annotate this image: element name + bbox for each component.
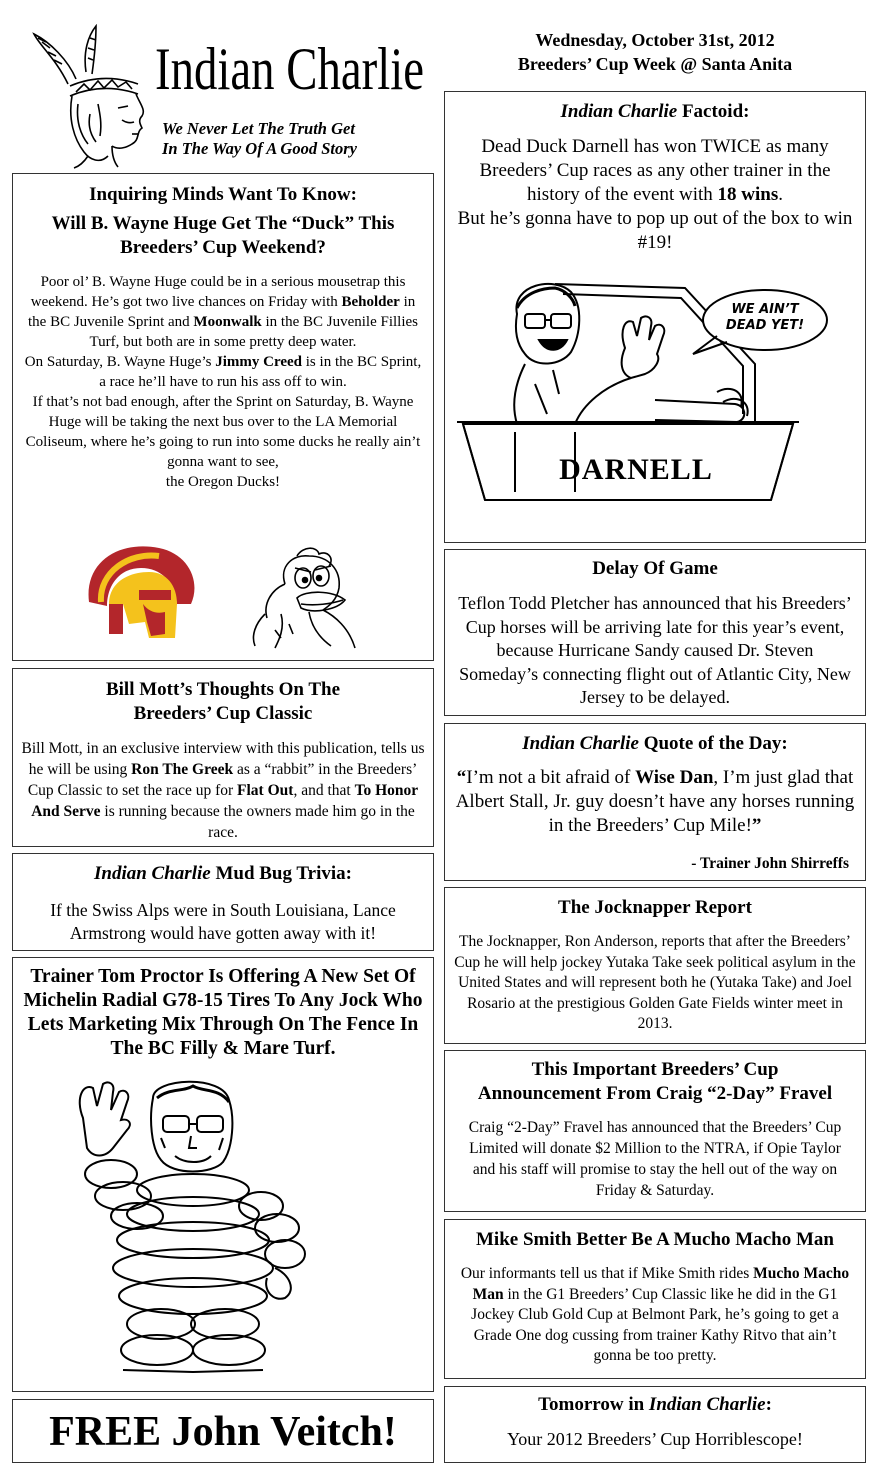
horse-name: Ron The Greek (131, 761, 234, 778)
tomorrow-body: Your 2012 Breeders’ Cup Horriblescope! (507, 1429, 803, 1449)
brand-name: Indian Charlie (94, 863, 211, 884)
horse-name: Moonwalk (193, 314, 262, 330)
horse-name: Wise Dan (635, 767, 714, 788)
mott-heading-line-1: Bill Mott’s Thoughts On The (105, 679, 341, 700)
brand-name: Indian Charlie (522, 733, 639, 754)
coffin-label: DARNELL (559, 453, 713, 486)
mud-bug-trivia-article (12, 853, 434, 951)
inquiring-body (23, 272, 423, 492)
proctor-heading: Trainer Tom Proctor Is Offering A New Set Of Michelin Radial G78-15 Tires To Any Jock Who Lets Marketing Mix Through On The Fence In The BC Filly & Mare Turf. (23, 966, 423, 1059)
horse-name: Flat Out (237, 782, 294, 799)
quote-heading: Indian Charlie Quote of the Day: (522, 733, 788, 754)
cartoon-speech-bubble: WE AIN’T DEAD YET! (725, 302, 805, 333)
mott-body: Bill Mott, in an exclusive interview with this publication, tells us he will be using Ron The Greek as a “rabbit” in the Breeders’ Cup Classic to set the race up for Flat Out, and that To Honor And Serve is running because the owners made him go in the race. (21, 740, 425, 841)
tomorrow-article (444, 1386, 866, 1463)
mudbug-body: If the Swiss Alps were in South Louisiana, Lance Armstrong would have gotten away with it! (50, 900, 396, 943)
smith-heading: Mike Smith Better Be A Mucho Macho Man (476, 1229, 834, 1250)
masthead-motto (162, 119, 442, 159)
inquiring-minds-article (12, 173, 434, 661)
motto-line-2: In The Way Of A Good Story (162, 139, 357, 158)
inquiring-kicker: Inquiring Minds Want To Know: (89, 184, 357, 205)
trojan-helmet-logo-icon (79, 542, 204, 642)
factoid-body-2: But he’s gonna have to pop up out of the box to win #19! (457, 208, 853, 253)
factoid-body: Dead Duck Darnell has won TWICE as many Breeders’ Cup races as any other trainer in the history of the event with 18 wins. (479, 136, 831, 205)
inquiring-paragraph-3: If that’s not bad enough, after the Sprint on Saturday, B. Wayne Huge will be taking the next bus over to the LA Memorial Coliseum, where he’s going to run into some ducks he really ain’t gonna want to see, (25, 394, 421, 470)
motto-line-1: We Never Let The Truth Get (162, 119, 355, 138)
inquiring-paragraph-4: the Oregon Ducks! (165, 474, 281, 490)
dateline-event: Breeders’ Cup Week @ Santa Anita (517, 54, 793, 74)
jocknapper-heading: The Jocknapper Report (558, 897, 752, 918)
inquiring-headline-line-1: Will B. Wayne Huge Get The “Duck” This (51, 213, 395, 234)
tomorrow-heading: Tomorrow in Indian Charlie: (538, 1394, 772, 1415)
fravel-heading (445, 1058, 865, 1106)
smith-body: Our informants tell us that if Mike Smith rides Mucho Macho Man in the G1 Breeders’ Cup Classic like he did in the G1 Jockey Club Gold Cup at Belmont Park, he’s going to get a Grade One dog cussing from trainer Kathy Ritvo that ain’t gonna be too pretty. (460, 1265, 850, 1364)
fravel-heading-line-2: Announcement From Craig “2-Day” Fravel (477, 1083, 833, 1104)
horse-name: Jimmy Creed (215, 354, 303, 370)
factoid-article (444, 91, 866, 543)
mike-smith-article (444, 1219, 866, 1379)
quote-attribution: - Trainer John Shirreffs (691, 855, 849, 872)
delay-heading: Delay Of Game (592, 558, 718, 579)
quote-body: “I’m not a bit afraid of Wise Dan, I’m just glad that Albert Stall, Jr. guy doesn’t have any horses running in the Breeders’ Cup Mile!” (455, 767, 855, 836)
inquiring-headline-line-2: Breeders’ Cup Weekend? (120, 237, 326, 258)
inquiring-paragraph-2: On Saturday, B. Wayne Huge’s Jimmy Creed is in the BC Sprint, a race he’ll have to run his ass off to win. (24, 354, 422, 390)
fravel-announcement-article (444, 1050, 866, 1212)
quote-of-the-day-article (444, 723, 866, 881)
oregon-duck-mascot-icon (245, 544, 370, 649)
delay-of-game-article (444, 549, 866, 716)
wins-count: 18 wins (717, 184, 779, 205)
free-john-veitch-banner (12, 1399, 434, 1463)
mott-heading (13, 678, 433, 726)
fravel-body: Craig “2-Day” Fravel has announced that the Breeders’ Cup Limited will donate $2 Million to the NTRA, if Opie Taylor and his staff will promise to stay the hell out of the way on Friday & Saturday. (468, 1119, 842, 1199)
mott-heading-line-2: Breeders’ Cup Classic (133, 703, 313, 724)
masthead-title: Indian Charlie (155, 36, 425, 102)
inquiring-paragraph-1: Poor ol’ B. Wayne Huge could be in a serious mousetrap this weekend. He’s got two live chances on Friday with Beholder in the BC Juvenile Sprint and Moonwalk in the BC Juvenile Fillies Turf, but both are in some pretty deep water. (28, 274, 418, 350)
jocknapper-body: The Jocknapper, Ron Anderson, reports that after the Breeders’ Cup he will help jockey Yutaka Take seek political asylum in the United States and will represent both he (Yutaka Take) and Joel Rosario at the prestigious Golden Gate Fields winter meet in 2013. (454, 933, 856, 1032)
veitch-text: FREE John Veitch! (49, 1409, 397, 1455)
horse-name: To Honor And Serve (31, 782, 419, 820)
dateline (445, 28, 865, 76)
michelin-man-cartoon-icon (53, 1078, 333, 1378)
masthead (10, 20, 430, 170)
factoid-heading: Indian Charlie Factoid: (560, 101, 750, 122)
fravel-heading-line-1: This Important Breeders’ Cup (531, 1059, 779, 1080)
tom-proctor-article (12, 957, 434, 1392)
darnell-coffin-cartoon (455, 274, 855, 536)
jocknapper-article (444, 887, 866, 1044)
inquiring-headline (13, 212, 433, 260)
mudbug-heading: Indian Charlie Mud Bug Trivia: (94, 863, 352, 884)
delay-body: Teflon Todd Pletcher has announced that his Breeders’ Cup horses will be arriving late for this year’s event, because Hurricane Sandy caused Dr. Steven Someday’s connecting flight out of Atlantic City, New Jersey to be delayed. (458, 593, 852, 707)
brand-name: Indian Charlie (648, 1394, 766, 1415)
horse-name: Mucho Macho Man (472, 1265, 850, 1303)
horse-name: Beholder (341, 294, 400, 310)
bill-mott-article (12, 668, 434, 847)
brand-name: Indian Charlie (560, 101, 678, 122)
indian-head-logo-icon (28, 24, 148, 169)
dateline-date: Wednesday, October 31st, 2012 (535, 30, 775, 50)
